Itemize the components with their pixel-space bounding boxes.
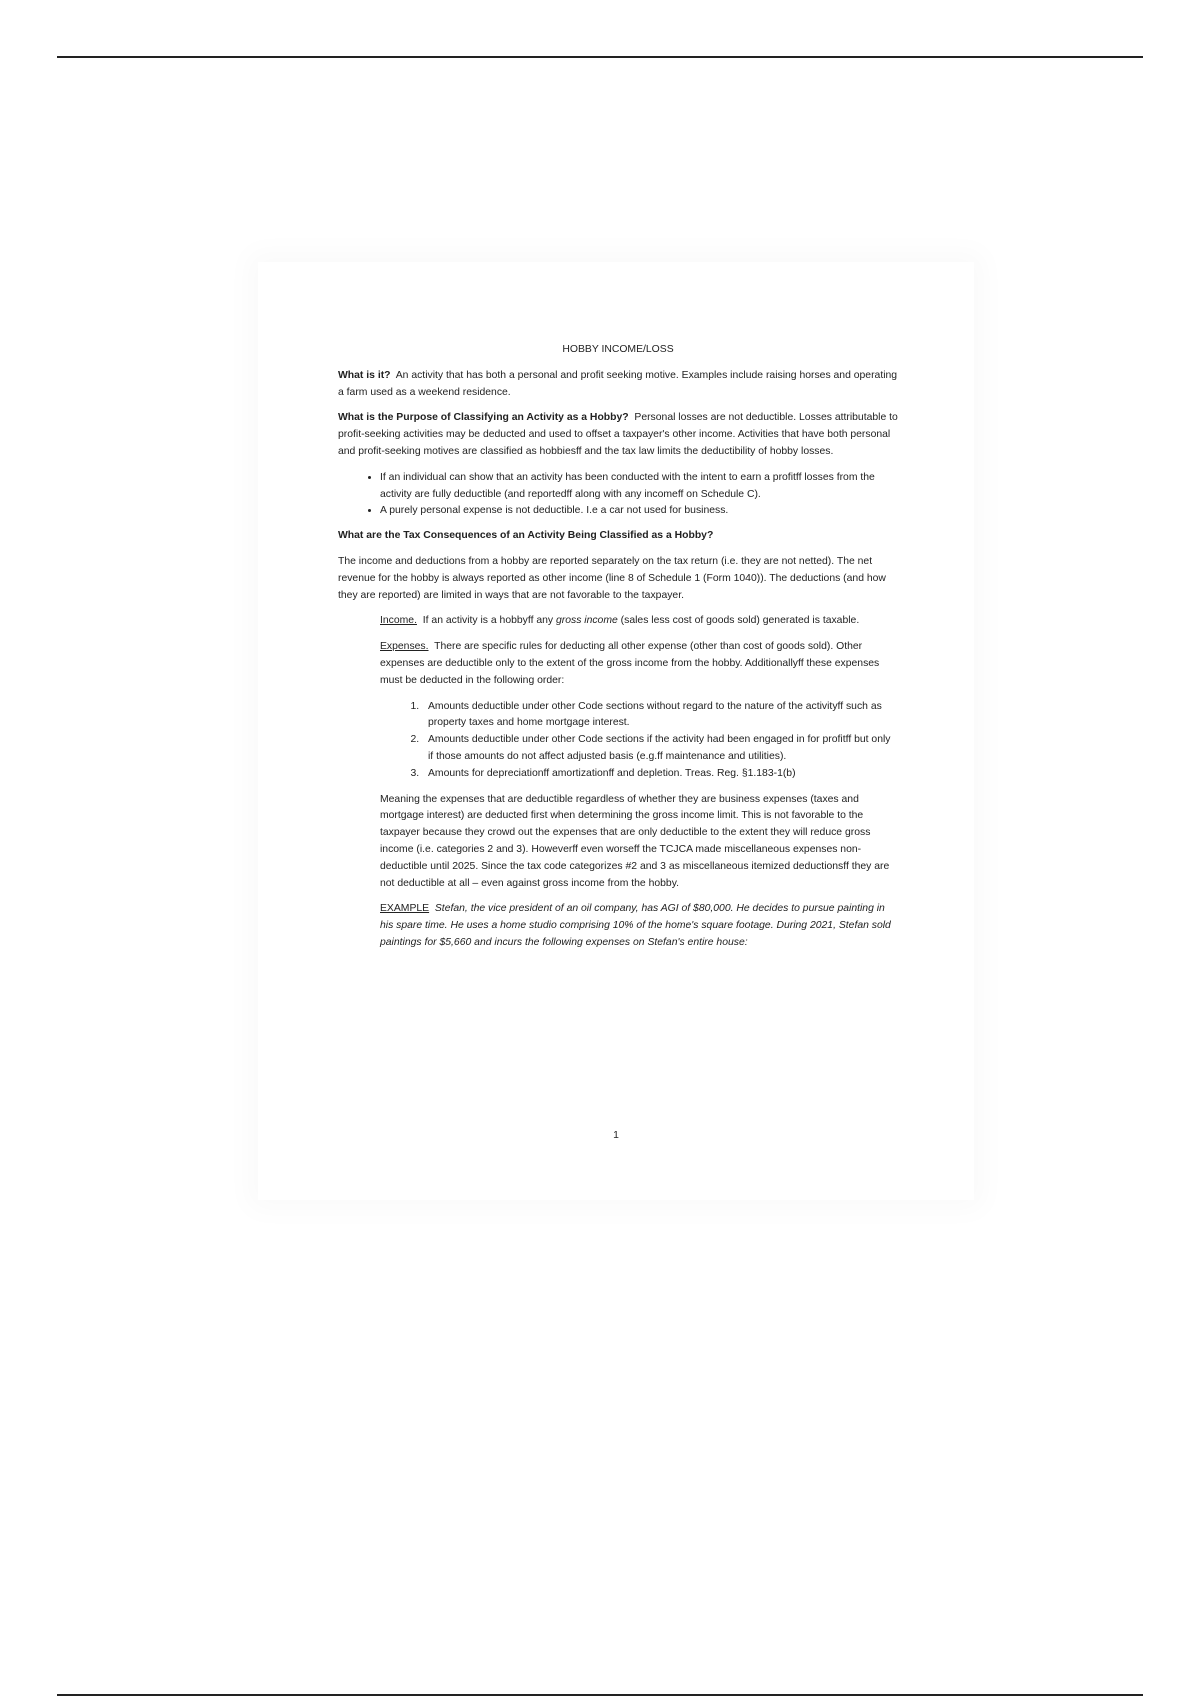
question-purpose: What is the Purpose of Classifying an Activity as a Hobby?	[338, 412, 629, 424]
expenses-text: There are specific rules for deducting all other expense (other than cost of goods sold). Other expenses are deductible only to the extent of the gross income from the hobby. Additionallyff these expenses must be deducted in the following order:	[380, 641, 880, 686]
paragraph-meaning: Meaning the expenses that are deductible regardless of whether they are business expenses (taxes and mortgage interest) are deducted first when determining the gross income limit. This is not favorable to the taxpayer because they crowd out the expenses that are only deductible to the extent they will reduce gross income (i.e. categories 2 and 3). Howeverff even worseff the TCJCA made miscellaneous expenses non-deductible until 2025. Since the tax code categorizes #2 and 3 as miscellaneous itemized deductionsff they are not deductible at all – even against gross income from the hobby.	[380, 793, 890, 889]
paragraph-purpose	[338, 410, 898, 460]
list-item: • A purely personal expense is not deductible. I.e a car not used for business.	[380, 503, 898, 520]
income-label: Income.	[380, 615, 417, 627]
example-text: Stefan, the vice president of an oil company, has AGI of $80,000. He decides to pursue painting in his spare time. He uses a home studio comprising 10% of the home's square footage. During 2021, Stefan sold paintings for $5,660 and incurs the following expenses on Stefan's entire house:	[380, 903, 891, 948]
income-italic-term: gross income	[555, 615, 618, 627]
top-rule	[57, 56, 1143, 58]
example-label: EXAMPLE	[380, 903, 430, 915]
paragraph-income	[380, 613, 898, 630]
paragraph-what-is-it	[338, 368, 898, 402]
income-text-end: (sales less cost of goods sold) generated is taxable.	[620, 615, 860, 627]
answer-purpose: Personal losses are not deductible. Losses attributable to profit-seeking activities may be deducted and used to offset a taxpayer's other income. Activities that have both personal and profit-seeking motives are classified as hobbiesff and the tax law limits the deductibility of hobby losses.	[338, 412, 898, 457]
question-tax-consequences: What are the Tax Consequences of an Activity Being Classified as a Hobby?	[338, 530, 714, 542]
list-item: • If an individual can show that an activity has been conducted with the intent to earn a profitff losses from the activity are fully deductible (and reportedff along with any incomeff on Schedule C).	[380, 470, 898, 504]
paragraph-expenses	[380, 639, 898, 689]
page-number: 1	[613, 1130, 619, 1141]
answer-what-is-it: An activity that has both a personal and profit seeking motive. Examples include raising horses and operating a farm used as a weekend residence.	[338, 369, 898, 398]
income-text-start: If an activity is a hobbyff any	[422, 615, 554, 627]
document-page	[258, 262, 974, 1200]
bottom-rule	[57, 1694, 1143, 1696]
paragraph-reporting: The income and deductions from a hobby are reported separately on the tax return (i.e. they are not netted). The net revenue for the hobby is always reported as other income (line 8 of Schedule 1 (Form 1040)). The deductions (and how they are reported) are limited in ways that are not favorable to the taxpayer.	[338, 555, 886, 601]
list-item: 2. Amounts deductible under other Code sections if the activity had been engaged in for profitff but only if those amounts do not affect adjusted basis (e.g.ff maintenance and utilities).	[422, 732, 898, 766]
expenses-label: Expenses.	[380, 641, 429, 653]
purpose-bullet-list	[338, 470, 898, 520]
document-title: HOBBY INCOME/LOSS	[562, 344, 674, 355]
deduction-order-list	[338, 699, 898, 783]
paragraph-example	[380, 901, 898, 951]
page-content	[338, 342, 898, 961]
list-item: 1. Amounts deductible under other Code sections without regard to the nature of the activityff such as property taxes and home mortgage interest.	[422, 699, 898, 733]
question-what-is-it: What is it?	[338, 369, 391, 381]
list-item: 3. Amounts for depreciationff amortizationff and depletion. Treas. Reg. §1.183-1(b)	[422, 766, 898, 783]
